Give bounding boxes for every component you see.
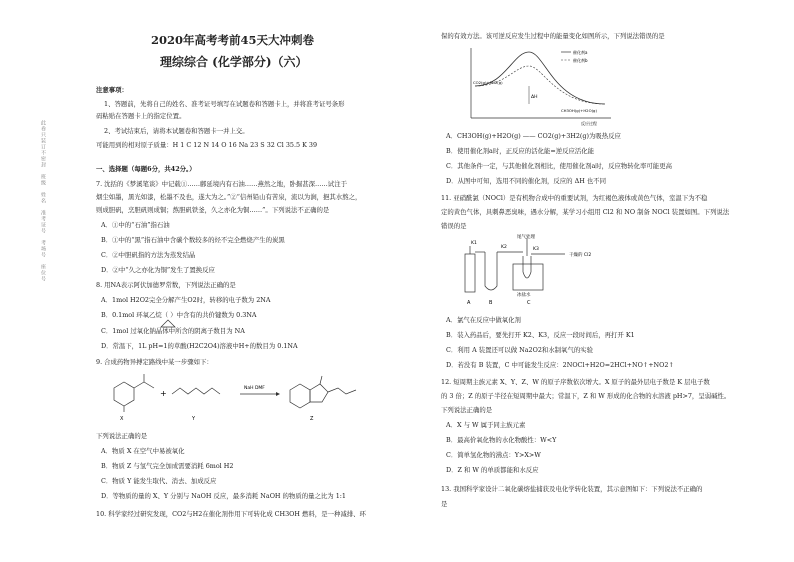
- q10-option-c: C．其他条件一定，与其他催化剂相比，使用催化剂a时，反应物转化率可能更高: [446, 162, 672, 170]
- label-a: A: [467, 300, 471, 306]
- notes-item-1: 1、答题前，先将自己的姓名、准考证号填写在试题卷和答题卡上，并将准考证号条形: [104, 100, 345, 108]
- label-y: Y: [192, 416, 196, 422]
- q7-option-b: B．①中的“黑”指石油中含碳个数较多的烃不完全燃烧产生的炭黑: [101, 236, 285, 244]
- q12-line-3: 下列说法正确的是: [441, 406, 493, 414]
- label-z: Z: [310, 416, 314, 422]
- ice-salt-label: 冰盐水: [517, 293, 531, 298]
- products-label: CH3OH(g)+H2O(g): [561, 108, 597, 113]
- q9-reaction-scheme: [100, 370, 390, 426]
- label-x: X: [120, 416, 124, 422]
- q8-option-c: C．1mol 过氧化钠晶体中所含的阴离子数目为 NA: [101, 327, 245, 335]
- tail-gas-label: 尾气处理: [517, 235, 535, 240]
- q11-line-3: 错误的是: [441, 222, 467, 230]
- svg-text:+: +: [160, 389, 167, 398]
- q8-option-a: A．1mol H2O2完全分解产生O2时，转移的电子数为 2NA: [101, 296, 271, 304]
- exam-title: 2020年高考考前45天大冲刺卷: [151, 33, 315, 47]
- q11-line-2: 定的黄色气体，具刺鼻恶臭味，遇水分解，某学习小组用 Cl2 和 NO 制备 NOCl 装置如图。下列说法: [441, 208, 730, 216]
- q8-option-b: B．0.1mol 环氧乙烷（ ）中含有的共价键数为 0.3NA: [101, 311, 257, 319]
- exam-subtitle: 理综综合 (化学部分)（六）: [160, 55, 308, 69]
- q11-option-c: C．利用 A 装置还可以做 Na2O2和水制氧气的实验: [446, 346, 594, 354]
- reactants-label: CO2(g)+3H2(g): [473, 80, 503, 85]
- q11-option-b: B．装入药品后，要先打开 K2、K3，反应一段时间后，再打开 K1: [446, 331, 635, 339]
- q9-option-b: B．物质 Z 与氢气完全加成需要消耗 6mol H2: [101, 462, 234, 470]
- label-c: C: [527, 300, 531, 306]
- energy-diagram: [465, 44, 615, 126]
- notes-item-1b: 码粘贴在答题卡上的指定位置。: [96, 112, 186, 120]
- nocl-apparatus: [461, 232, 651, 308]
- q13-line-2: 是: [441, 500, 448, 508]
- q12-option-c: C．简单氢化物的沸点：Y>X>W: [446, 451, 541, 459]
- q10-continuation: 保的有效方法。该可逆反应发生过程中的能量变化如图所示，下列说法错误的是: [441, 32, 665, 40]
- label-b: B: [489, 300, 493, 306]
- q11-option-a: A．氯气在反应中做氧化剂: [446, 316, 521, 324]
- q10-option-b: B．使用催化剂a时，正反应的活化能=逆反应活化能: [446, 147, 595, 155]
- q9-stem: 9. 合成药物异搏定路线中某一步骤如下：: [96, 358, 213, 366]
- q7-option-c: C．②中胆矾指的方法为蒸发结晶: [101, 251, 196, 259]
- notes-heading: 注意事项：: [96, 86, 128, 94]
- q8-stem: 8. 用NA表示阿伏加德罗常数，下列说法正确的是: [96, 281, 236, 289]
- section-heading: 一、选择题（每题6分，共42分。）: [96, 165, 196, 173]
- delta-h-label: ΔH: [531, 95, 538, 100]
- legend-catalyst-a: 催化剂a: [573, 50, 588, 55]
- reagent: NaH DMF: [244, 386, 265, 391]
- legend-catalyst-b: 催化剂b: [573, 58, 588, 63]
- binding-margin-text: 此卷只装订不密封 班级 姓名 准考证号 考场号 座位号: [40, 120, 46, 282]
- q11-line-1: 11. 亚硝酰氯（NOCl）是有机物合成中的重要试剂，为红褐色液体或黄色气体，室温下为不稳: [441, 194, 708, 202]
- q12-line-2: 的 3 倍；Z 的原子半径在短周期中最大；常温下，Z 和 W 形成的化合物的水溶液 pH>7，呈弱碱性。: [441, 392, 731, 400]
- q11-option-d: D．若没有 B 装置，C 中可能发生反应：2NOCl+H2O=2HCl+NO↑+NO2↑: [446, 361, 674, 369]
- q12-option-d: D．Z 和 W 的单质都能和水反应: [446, 466, 539, 474]
- q9-option-d: D．等物质的量的 X、Y 分别与 NaOH 反应，最多消耗 NaOH 的物质的量之比为 1:1: [101, 492, 346, 500]
- q7-line-1: 7. 沈括的《梦溪笔谈》中记载①……鄜延境内有石油……燕然之地，卧掘甚深……试注于: [96, 180, 347, 188]
- label-k2: K2: [501, 245, 507, 250]
- dry-cl2-label: 干燥的 Cl2: [569, 253, 592, 258]
- q8-option-d: D．常温下，1L pH=1的草酸(H2C2O4)溶液中H+的数目为 0.1NA: [101, 342, 298, 350]
- x-axis-label: 反应过程: [581, 121, 597, 126]
- q10-stem: 10. 科学家经过研究发现，CO2与H2在催化剂作用下可转化成 CH3OH 燃料，是一种减排、环: [96, 510, 366, 518]
- q7-line-2: 烟尘如墨，黑光如漆，松墨不及也，遂大为之。”②“信州铅山有苦泉，流以为涧，挹其水熬之，: [96, 193, 362, 201]
- q12-line-1: 12. 短周期主族元素 X、Y、Z、W 的原子序数依次增大。X 原子的最外层电子数是 K 层电子数: [441, 378, 710, 386]
- notes-item-2: 2、考试结束后，请将本试题卷和答题卡一并上交。: [104, 127, 249, 135]
- q7-option-d: D．②中“久之亦化为铜”发生了置换反应: [101, 266, 215, 274]
- q7-line-3: 则成胆矾，烹胆矾则成铜；熬胆矾铁釜，久之亦化为铜……”。下列说法不正确的是: [96, 206, 330, 214]
- q13-line-1: 13. 我国科学家设计二氧化碳熔盐捕获及电化学转化装置，其示意图如下：下列说法不正确的: [441, 485, 703, 493]
- q7-option-a: A．①中的“石油”指石油: [101, 221, 170, 229]
- label-k1: K1: [471, 241, 477, 246]
- q12-option-b: B．最高价氧化物的水化物酸性：W<Y: [446, 436, 557, 444]
- label-k3: K3: [533, 247, 539, 252]
- q10-option-d: D．从图中可知，选用不同的催化剂，反应的 ΔH 也不同: [446, 177, 606, 185]
- q12-option-a: A．X 与 W 属于同主族元素: [446, 421, 526, 429]
- atomic-mass-line: 可能用到的相对原子质量：H 1 C 12 N 14 O 16 Na 23 S 32 Cl 35.5 K 39: [96, 141, 318, 149]
- q9-option-a: A．物质 X 在空气中易被氧化: [101, 447, 185, 455]
- q10-option-a: A．CH3OH(g)+H2O(g) —— CO2(g)+3H2(g)为吸热反应: [446, 132, 621, 140]
- q9-option-c: C．物质 Y 能发生取代、消去、加成反应: [101, 477, 217, 485]
- q9-question: 下列说法正确的是: [96, 432, 148, 440]
